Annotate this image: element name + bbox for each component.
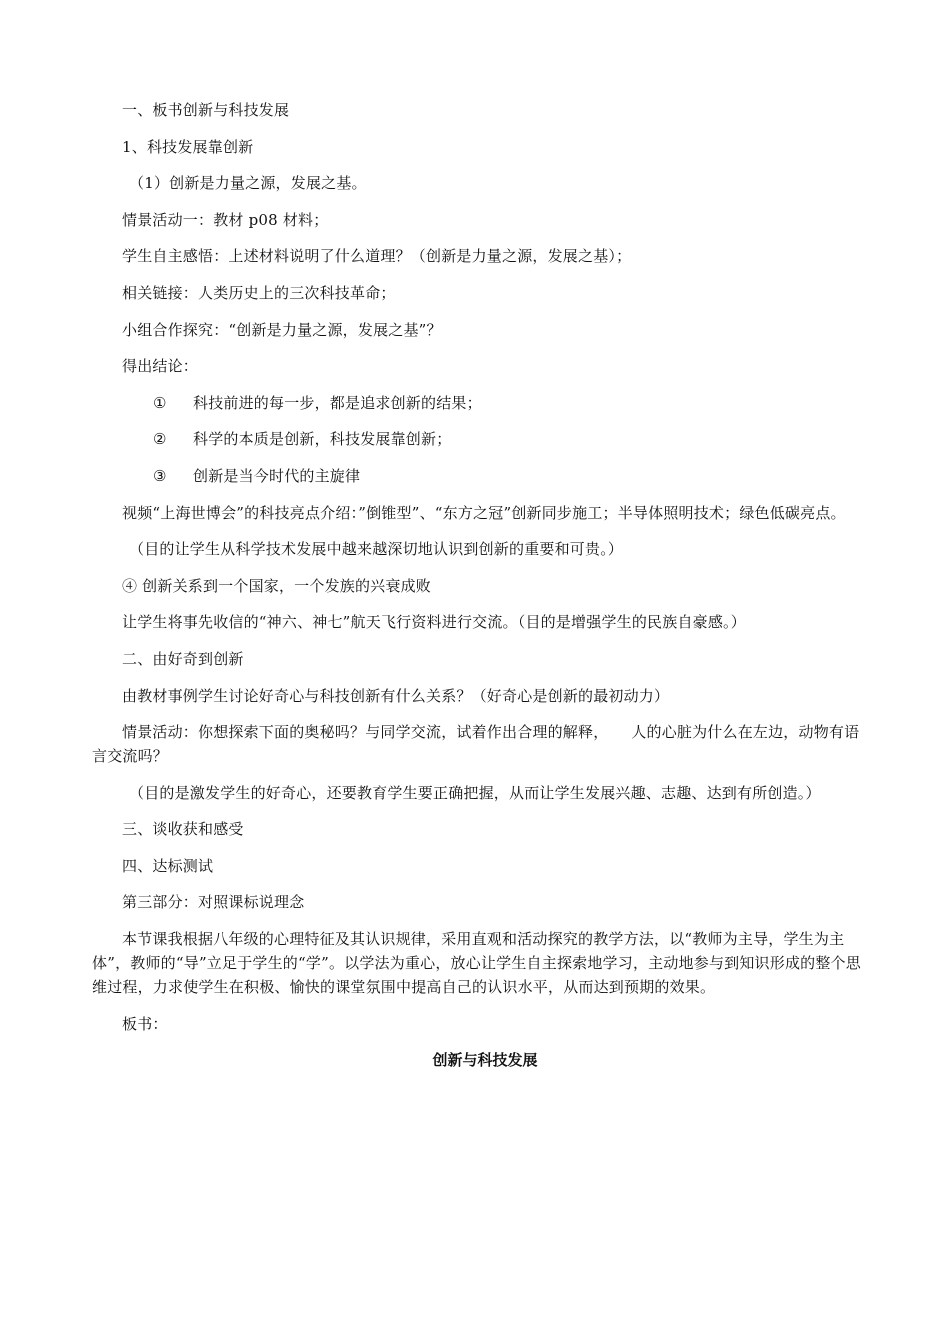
paragraph: 情景活动：你想探索下面的奥秘吗？与同学交流，试着作出合理的解释， 人的心脏为什么在左边，动物有语言交流吗？ [92,723,860,766]
item-number: ③ [153,466,167,485]
item-text: 科学的本质是创新，科技发展靠创新； [193,430,452,449]
paragraph: （目的让学生从科学技术发展中越来越深切地认识到创新的重要和可贵。） [129,540,624,559]
section-heading: 三、谈收获和感受 [122,820,244,839]
paragraph: 本节课我根据八年级的心理特征及其认识规律，采用直观和活动探究的教学方法，以“教师为主导，学生为主体”，教师的“导”立足于学生的“学”。以学法为重心，放心让学生自主探索地学习，主动地参与到知识形成的整个思维过程，力求使学生在积极、愉快的课堂氛围中提高自己的认识水平，从而达到预期的效果。 [92,930,861,997]
paragraph: （目的是激发学生的好奇心，还要教育学生要正确把握，从而让学生发展兴趣、志趣、达到有所创造。） [129,783,821,802]
section-heading: 第三部分：对照课标说理念 [122,893,305,912]
section-heading: 四、达标测试 [122,856,214,875]
section-heading: 一、板书创新与科技发展 [122,101,290,119]
board-title: 创新与科技发展 [432,1051,538,1070]
paragraph: 相关链接：人类历史上的三次科技革命； [122,283,396,302]
paragraph: ④ 创新关系到一个国家，一个发族的兴衰成败 [122,576,431,595]
item-text: 科技前进的每一步，都是追求创新的结果； [193,393,482,412]
paragraph: 让学生将事先收信的“神六、神七”航天飞行资料进行交流。（目的是增强学生的民族自豪感。） [122,613,746,632]
conclusion-item [92,391,864,415]
paragraph: 学生自主感悟：上述材料说明了什么道理？（创新是力量之源，发展之基）； [122,247,632,266]
conclusion-item [92,427,864,451]
paragraph: 视频“上海世博会”的科技亮点介绍：”倒锥型”、“东方之冠”创新同步施工；半导体照明技术；绿色低碳亮点。 [122,503,846,522]
subsection-heading: 1、科技发展靠创新 [122,137,254,156]
paragraph: 板书： [122,1014,168,1033]
paragraph: 小组合作探究：“创新是力量之源，发展之基”？ [122,320,442,339]
conclusion-item [92,464,864,488]
item-number: ② [153,430,167,449]
point-heading: （1）创新是力量之源，发展之基。 [129,174,367,193]
item-text: 创新是当今时代的主旋律 [193,466,361,485]
paragraph: 由教材事例学生讨论好奇心与科技创新有什么关系？（好奇心是创新的最初动力） [122,686,670,705]
paragraph: 情景活动一：教材 p08 材料； [122,210,329,229]
document-body [92,98,864,1072]
section-heading: 二、由好奇到创新 [122,649,244,668]
item-number: ① [153,393,167,412]
paragraph: 得出结论： [122,357,199,376]
